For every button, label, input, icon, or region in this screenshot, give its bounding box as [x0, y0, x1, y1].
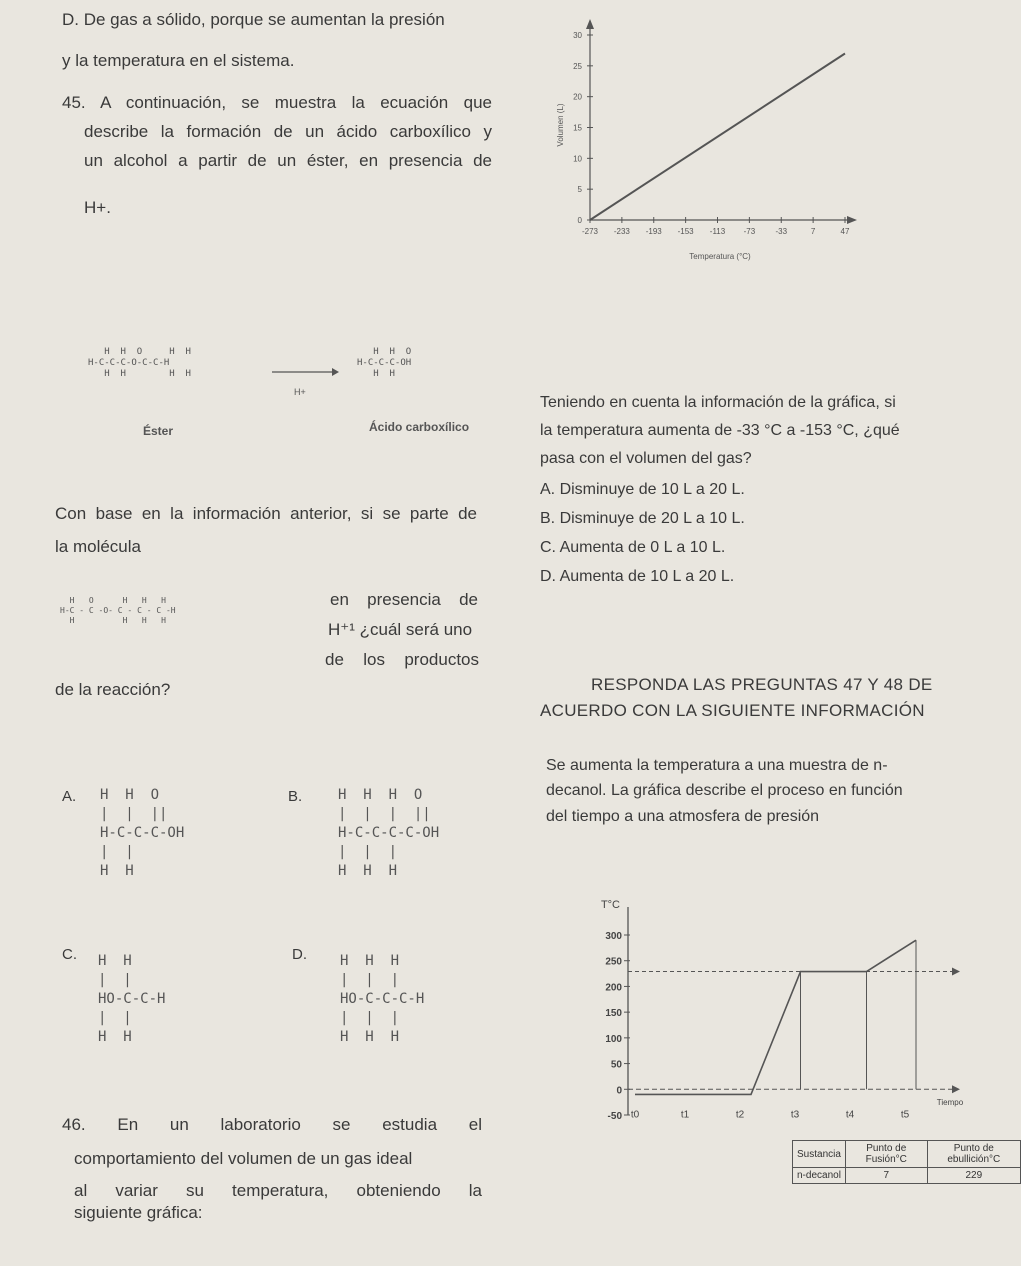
- chart2-y-tick-7: 300: [605, 931, 622, 942]
- q45-base-line1: Con base en la información anterior, si se parte de: [55, 504, 477, 523]
- chart2-x-tick-4: t4: [845, 1109, 855, 1121]
- chart1-x-tick-0: -273: [581, 227, 599, 236]
- chart1-x-tick-1: -233: [613, 227, 630, 236]
- q47-line1: Se aumenta la temperatura a una muestra de n-: [546, 757, 888, 774]
- q44-option-d-line1: D. De gas a sólido, porque se aumentan la presión: [62, 10, 445, 29]
- q46-line4: siguiente gráfica:: [74, 1203, 203, 1222]
- option-d-structure: H H H | | | HO-C-C-C-H | | | H H H: [340, 953, 425, 1045]
- section-header-line2: ACUERDO CON LA SIGUIENTE INFORMACIÓN: [540, 701, 925, 720]
- chart2-y-tick-3: 100: [605, 1033, 622, 1045]
- q45-line1: 45. A continuación, se muestra la ecuación que: [62, 93, 492, 112]
- q44-option-d-line2: y la temperatura en el sistema.: [62, 51, 295, 70]
- chart1-y-label: Volumen (L): [556, 103, 565, 147]
- option-c-letter: C.: [62, 946, 77, 963]
- molecule-structure: H O H H H H-C - C -O- C - C - C -H H H H H: [60, 596, 176, 625]
- chart1-y-tick-4: 20: [573, 92, 582, 102]
- chart2-y-tick-4: 150: [605, 1008, 622, 1020]
- chart1-y-tick-1: 5: [577, 185, 582, 195]
- q46p-option-a[interactable]: A. Disminuye de 10 L a 20 L.: [540, 481, 745, 498]
- chart2-x-tick-0: t0: [630, 1109, 640, 1121]
- table-cell-boiling: 229: [927, 1168, 1020, 1184]
- chart1-x-tick-4: -113: [709, 227, 726, 236]
- q46-line2: comportamiento del volumen de un gas ideal: [74, 1149, 413, 1168]
- chart1-y-tick-5: 25: [573, 61, 582, 71]
- chart2-y-tick-5: 200: [605, 982, 622, 994]
- q45-reaction-line: de la reacción?: [55, 680, 171, 699]
- chart1-x-tick-6: -33: [775, 227, 788, 236]
- catalyst-label: H+: [294, 387, 306, 397]
- q46p-option-d[interactable]: D. Aumenta de 10 L a 20 L.: [540, 568, 735, 585]
- chart1-y-tick-3: 15: [573, 123, 582, 133]
- q47-line3: del tiempo a una atmosfera de presión: [546, 808, 820, 825]
- acid-structure: H H O H-C-C-C-OH H H: [357, 347, 412, 379]
- section-header-line1: RESPONDA LAS PREGUNTAS 47 Y 48 DE: [591, 675, 933, 694]
- temperature-time-chart: [590, 895, 980, 1135]
- chart1-y-tick-6: 30: [573, 31, 582, 40]
- chart2-y-label: T°C: [600, 899, 620, 911]
- q46-line1: 46. En un laboratorio se estudia el: [62, 1115, 482, 1134]
- ester-structure: H H O H H H-C-C-C-O-C-C-H H H H H: [88, 347, 191, 379]
- q46p-option-c[interactable]: C. Aumenta de 0 L a 10 L.: [540, 539, 726, 556]
- option-a-letter: A.: [62, 788, 77, 805]
- q45-base-line2: la molécula: [55, 537, 141, 556]
- chart2-y-tick-2: 50: [610, 1059, 622, 1071]
- chart1-y-tick-2: 10: [573, 154, 582, 164]
- chart1-y-tick-0: 0: [577, 216, 582, 225]
- q45-presence-line3: de los productos: [325, 650, 479, 669]
- q45-line4: H+.: [84, 198, 111, 217]
- chart1-x-tick-2: -193: [645, 227, 662, 236]
- chart1-x-tick-5: -73: [743, 227, 756, 236]
- table-cell-melting: 7: [845, 1168, 927, 1184]
- q45-presence-line1: en presencia de: [330, 590, 478, 609]
- q47-line2: decanol. La gráfica describe el proceso en función: [546, 782, 903, 799]
- table-header-melting: Punto de Fusión°C: [845, 1141, 927, 1168]
- q46p-line3: pasa con el volumen del gas?: [540, 450, 752, 467]
- chart2-x-tick-3: t3: [790, 1109, 800, 1121]
- q45-line3: un alcohol a partir de un éster, en presencia de: [84, 151, 492, 170]
- chart2-x-label: Tiempo: [936, 1098, 964, 1107]
- q46p-line2: la temperatura aumenta de -33 °C a -153 °C, ¿qué: [540, 422, 900, 439]
- chart2-series-line: [635, 940, 916, 1094]
- chart2-y-tick-6: 250: [605, 956, 622, 968]
- chart1-x-tick-3: -153: [677, 227, 694, 236]
- ester-label: Éster: [143, 424, 174, 438]
- table-header-boiling: Punto de ebullición°C: [927, 1141, 1020, 1168]
- option-c-structure: H H | | HO-C-C-H | | H H: [98, 953, 166, 1045]
- chart2-y-tick-1: 0: [616, 1085, 622, 1097]
- q45-presence-line2: H⁺¹ ¿cuál será uno: [328, 620, 473, 639]
- volume-temperature-chart: [545, 15, 865, 270]
- reaction-arrow: [270, 365, 340, 379]
- chart1-x-label: Temperatura (°C): [689, 252, 751, 261]
- q46p-line1: Teniendo en cuenta la información de la gráfica, si: [540, 394, 896, 411]
- option-a-structure: H H O | | || H-C-C-C-OH | | H H: [100, 787, 185, 879]
- option-b-letter: B.: [288, 788, 303, 805]
- chart2-x-tick-1: t1: [680, 1109, 690, 1121]
- chart2-x-tick-2: t2: [735, 1109, 745, 1121]
- option-d-letter: D.: [292, 946, 307, 963]
- table-header-substance: Sustancia: [793, 1141, 846, 1168]
- chart2-y-tick-0: -50: [607, 1111, 622, 1122]
- option-b-structure: H H H O | | | || H-C-C-C-C-OH | | | H H H: [338, 787, 440, 879]
- q46p-option-b[interactable]: B. Disminuye de 20 L a 10 L.: [540, 510, 745, 527]
- chart1-x-tick-7: 7: [810, 227, 816, 236]
- chart2-x-tick-5: t5: [900, 1109, 910, 1121]
- acid-label: Ácido carboxílico: [369, 420, 470, 434]
- chart1-series-line: [590, 54, 845, 221]
- q46-line3: al variar su temperatura, obteniendo la: [74, 1181, 482, 1200]
- decanol-table: [792, 1140, 1021, 1184]
- q45-line2: describe la formación de un ácido carboxílico y: [84, 122, 492, 141]
- chart1-x-tick-8: 47: [840, 227, 850, 236]
- table-cell-substance: n-decanol: [793, 1168, 846, 1184]
